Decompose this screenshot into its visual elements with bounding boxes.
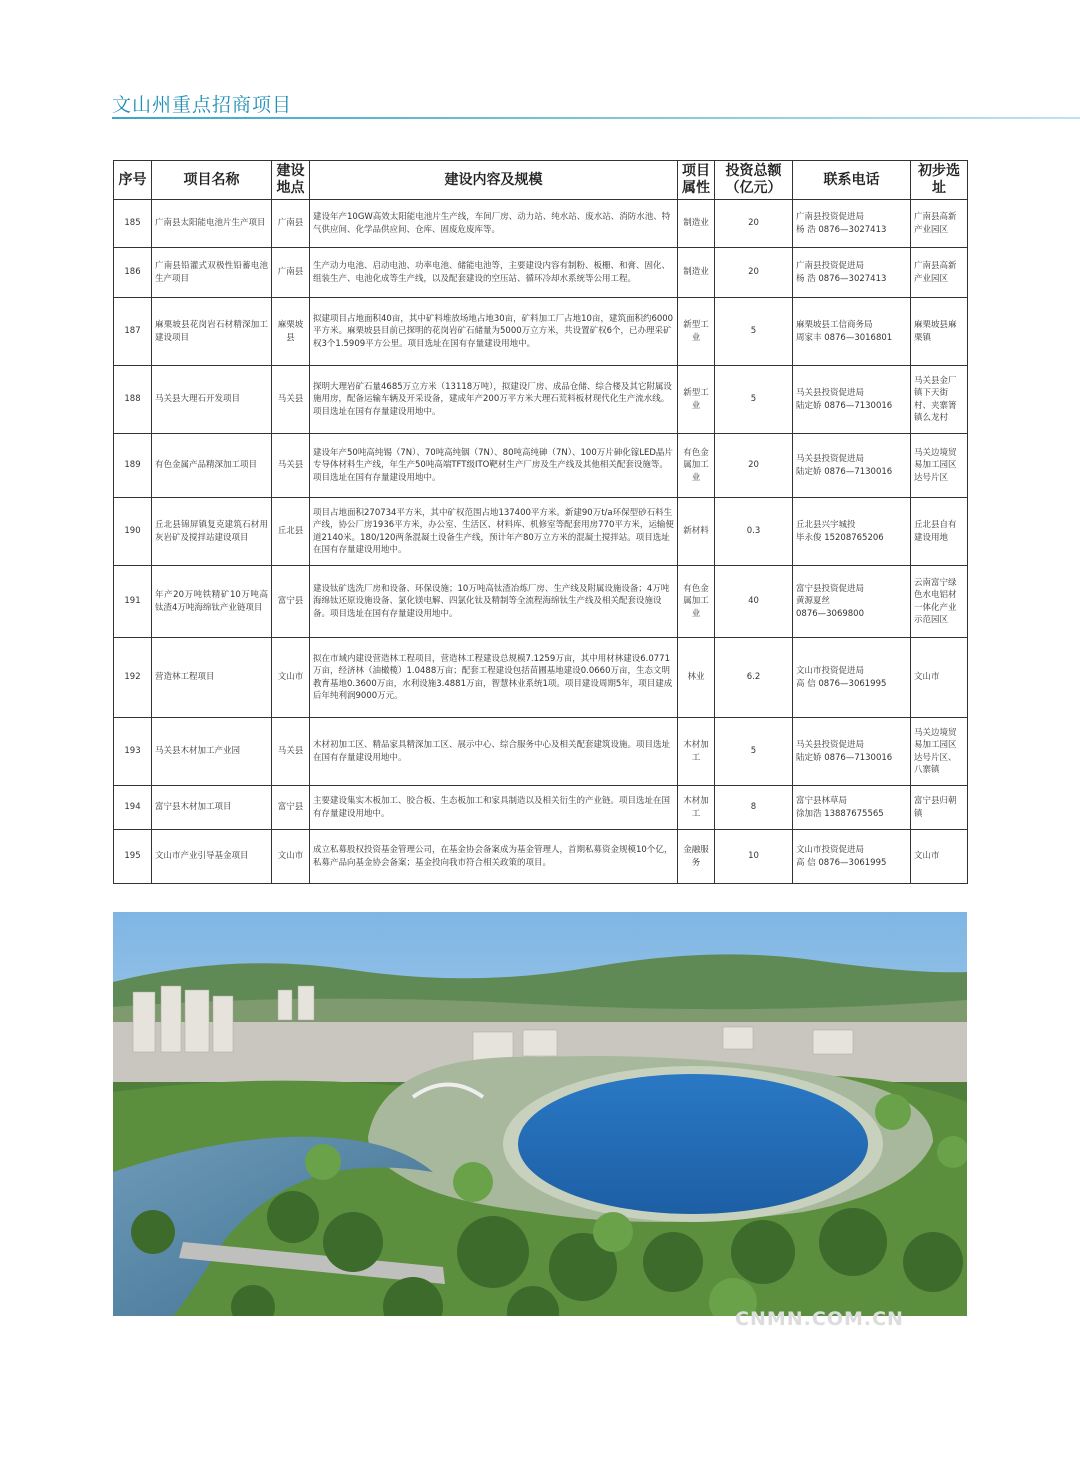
- table-row: [114, 366, 968, 434]
- cell-type: 林业: [678, 638, 715, 718]
- table-row: [114, 248, 968, 298]
- cell-contact: 文山市投资促进局 高 信 0876—3061995: [793, 638, 911, 718]
- table-row: [114, 498, 968, 566]
- cell-site: 广南县高新产业园区: [911, 248, 968, 298]
- cell-contact: 马关县投资促进局 陆定娇 0876—7130016: [793, 718, 911, 786]
- cell-contact: 文山市投资促进局 高 信 0876—3061995: [793, 830, 911, 884]
- watermark-text: CNMN.COM.CN: [735, 1308, 904, 1330]
- table-row: [114, 566, 968, 638]
- page-header-title: 文山州重点招商项目: [112, 94, 293, 116]
- cell-location: 富宁县: [272, 566, 310, 638]
- cell-content: 拟在市域内建设营造林工程项目，营造林工程建设总规模7.1259万亩，其中用材林建设6.0771万亩，经济林（油橄榄）1.0488万亩；配套工程建设包括苗圃基地建设0.0660万亩，生态文明教育基地0.3600万亩，水利设施3.4881万亩，智慧林业系统1项。项目建设周期5年，项目建成后年纯利润9000万元。: [310, 638, 678, 718]
- table-row: [114, 200, 968, 248]
- cell-content: 建设年产50吨高纯锡（7N）、70吨高纯铟（7N）、80吨高纯砷（7N）、100万片砷化镓LED晶片专导体材料生产线，年生产50吨高端TFT级ITO靶材生产厂房及生产线及其他相关配套设施等。项目选址在国有存量建设用地中。: [310, 434, 678, 498]
- cell-investment: 8: [715, 786, 793, 830]
- cell-investment: 20: [715, 434, 793, 498]
- cell-type: 有色金属加工业: [678, 566, 715, 638]
- cell-content: 生产动力电池、启动电池、功率电池、储能电池等，主要建设内容有制粉、板栅、和膏、固化、组装生产、电池化成等生产线，以及配套建设的空压站、循环冷却水系统等公用工程。: [310, 248, 678, 298]
- col-header-no: 序号: [114, 161, 152, 200]
- cell-no: 186: [114, 248, 152, 298]
- cell-location: 文山市: [272, 830, 310, 884]
- cell-no: 185: [114, 200, 152, 248]
- cell-project-name: 麻栗坡县花岗岩石材精深加工建设项目: [152, 298, 272, 366]
- cell-project-name: 有色金属产品精深加工项目: [152, 434, 272, 498]
- cell-project-name: 马关县大理石开发项目: [152, 366, 272, 434]
- cell-location: 马关县: [272, 366, 310, 434]
- cell-project-name: 丘北县锦屏镇复克建筑石材用灰岩矿及搅拌站建设项目: [152, 498, 272, 566]
- cell-project-name: 富宁县木材加工项目: [152, 786, 272, 830]
- cell-site: 马关边境贸易加工园区达号片区、八寨镇: [911, 718, 968, 786]
- aerial-park-photo: [113, 912, 967, 1316]
- cell-location: 文山市: [272, 638, 310, 718]
- col-header-investment: 投资总额（亿元）: [715, 161, 793, 200]
- cell-project-name: 马关县木材加工产业园: [152, 718, 272, 786]
- cell-type: 木材加工: [678, 786, 715, 830]
- cell-investment: 20: [715, 200, 793, 248]
- cell-investment: 5: [715, 366, 793, 434]
- table-row: [114, 638, 968, 718]
- cell-no: 191: [114, 566, 152, 638]
- landscape-image: [113, 912, 967, 1316]
- cell-site: 麻栗坡县麻栗镇: [911, 298, 968, 366]
- col-header-content: 建设内容及规模: [310, 161, 678, 200]
- cell-investment: 10: [715, 830, 793, 884]
- table-row: [114, 434, 968, 498]
- cell-contact: 富宁县林草局 徐加浩 13887675565: [793, 786, 911, 830]
- cell-site: 马关边境贸易加工园区达号片区: [911, 434, 968, 498]
- cell-content: 木材初加工区、精品家具精深加工区、展示中心、综合服务中心及相关配套建筑设施。项目选址在国有存量建设用地中。: [310, 718, 678, 786]
- cell-content: 建设钛矿选洗厂房和设备、环保设施；10万吨高钛渣冶炼厂房、生产线及附属设施设备；4万吨海绵钛还原设施设备、氯化镁电解、四氯化钛及精制等全流程海绵钛生产线及相关配套设施设备。项目选址在国有存量建设用地中。: [310, 566, 678, 638]
- cell-content: 建设年产10GW高效太阳能电池片生产线，车间厂房、动力站、纯水站、废水站、消防水池、特气供应间、化学品供应间、仓库、固废危废库等。: [310, 200, 678, 248]
- cell-site: 丘北县自有建设用地: [911, 498, 968, 566]
- cell-type: 制造业: [678, 200, 715, 248]
- cell-location: 广南县: [272, 248, 310, 298]
- cell-investment: 0.3: [715, 498, 793, 566]
- col-header-name: 项目名称: [152, 161, 272, 200]
- cell-site: 富宁县归朝镇: [911, 786, 968, 830]
- cell-site: 文山市: [911, 638, 968, 718]
- col-header-site: 初步选址: [911, 161, 968, 200]
- cell-project-name: 年产20万吨铁精矿10万吨高钛渣4万吨海绵钛产业链项目: [152, 566, 272, 638]
- cell-type: 新型工业: [678, 366, 715, 434]
- cell-no: 190: [114, 498, 152, 566]
- cell-content: 成立私募股权投资基金管理公司，在基金协会备案成为基金管理人，首期私募资金规模10个亿，私募产品向基金协会备案；基金投向我市符合相关政策的项目。: [310, 830, 678, 884]
- cell-investment: 40: [715, 566, 793, 638]
- cell-location: 马关县: [272, 718, 310, 786]
- cell-no: 188: [114, 366, 152, 434]
- col-header-type: 项目属性: [678, 161, 715, 200]
- cell-investment: 20: [715, 248, 793, 298]
- cell-site: 马关县金厂镇下天街村、夹寨箐镇么龙村: [911, 366, 968, 434]
- cell-investment: 6.2: [715, 638, 793, 718]
- cell-type: 新型工业: [678, 298, 715, 366]
- cell-investment: 5: [715, 298, 793, 366]
- cell-contact: 马关县投资促进局 陆定娇 0876—7130016: [793, 366, 911, 434]
- table-row: [114, 718, 968, 786]
- cell-contact: 麻栗坡县工信商务局 周家丰 0876—3016801: [793, 298, 911, 366]
- projects-table: [113, 160, 968, 884]
- cell-investment: 5: [715, 718, 793, 786]
- cell-site: 广南县高新产业园区: [911, 200, 968, 248]
- cell-location: 丘北县: [272, 498, 310, 566]
- cell-contact: 富宁县投资促进局 黄源夏丝 0876—3069800: [793, 566, 911, 638]
- cell-location: 富宁县: [272, 786, 310, 830]
- cell-contact: 广南县投资促进局 杨 浩 0876—3027413: [793, 200, 911, 248]
- cell-content: 项目占地面积270734平方米，其中矿权范围占地137400平方米。新建90万t/a环保型砂石料生产线，协公厂房1936平方米，办公室、生活区、材料库、机修室等配套用房770平方米，运输便道2140米。180/120两条混凝土设备生产线，预计年产80万立方米的混凝土搅拌站。项目选址在国有存量建设用地中。: [310, 498, 678, 566]
- cell-no: 195: [114, 830, 152, 884]
- cell-contact: 马关县投资促进局 陆定娇 0876—7130016: [793, 434, 911, 498]
- cell-no: 187: [114, 298, 152, 366]
- cell-type: 木材加工: [678, 718, 715, 786]
- cell-project-name: 营造林工程项目: [152, 638, 272, 718]
- cell-site: 文山市: [911, 830, 968, 884]
- cell-content: 探明大理岩矿石量4685万立方米（13118万吨），拟建设厂房、成品仓储、综合楼及其它附属设施用房，配备运输车辆及开采设备，建成年产200万平方米大理石荒料板材现代化生产流水线。项目选址在国有存量建设用地中。: [310, 366, 678, 434]
- cell-content: 主要建设集实木板加工、胶合板、生态板加工和家具制造以及相关衍生的产业链。项目选址在国有存量建设用地中。: [310, 786, 678, 830]
- table-row: [114, 786, 968, 830]
- cell-project-name: 广南县太阳能电池片生产项目: [152, 200, 272, 248]
- cell-no: 192: [114, 638, 152, 718]
- cell-type: 制造业: [678, 248, 715, 298]
- cell-type: 金融服务: [678, 830, 715, 884]
- cell-type: 有色金属加工业: [678, 434, 715, 498]
- cell-content: 拟建项目占地面积40亩，其中矿料堆放场地占地30亩，矿料加工厂占地10亩，建筑面积约6000平方米。麻栗坡县目前已探明的花岗岩矿石储量为5000万立方米，共设置矿权6个，已办理采矿权3个1.5909平方公里。项目选址在国有存量建设用地中。: [310, 298, 678, 366]
- col-header-location: 建设地点: [272, 161, 310, 200]
- table-row: [114, 298, 968, 366]
- cell-no: 193: [114, 718, 152, 786]
- cell-location: 麻栗坡县: [272, 298, 310, 366]
- col-header-contact: 联系电话: [793, 161, 911, 200]
- cell-location: 马关县: [272, 434, 310, 498]
- cell-site: 云南富宁绿色水电铝材一体化产业示范园区: [911, 566, 968, 638]
- table-header-row: [114, 161, 968, 200]
- cell-project-name: 文山市产业引导基金项目: [152, 830, 272, 884]
- cell-contact: 丘北县兴宇城投 毕永俊 15208765206: [793, 498, 911, 566]
- cell-no: 189: [114, 434, 152, 498]
- cell-location: 广南县: [272, 200, 310, 248]
- table-row: [114, 830, 968, 884]
- cell-no: 194: [114, 786, 152, 830]
- header-divider: [112, 117, 1080, 119]
- cell-project-name: 广南县铅灌式双极性铅蓄电池生产项目: [152, 248, 272, 298]
- cell-contact: 广南县投资促进局 杨 浩 0876—3027413: [793, 248, 911, 298]
- cell-type: 新材料: [678, 498, 715, 566]
